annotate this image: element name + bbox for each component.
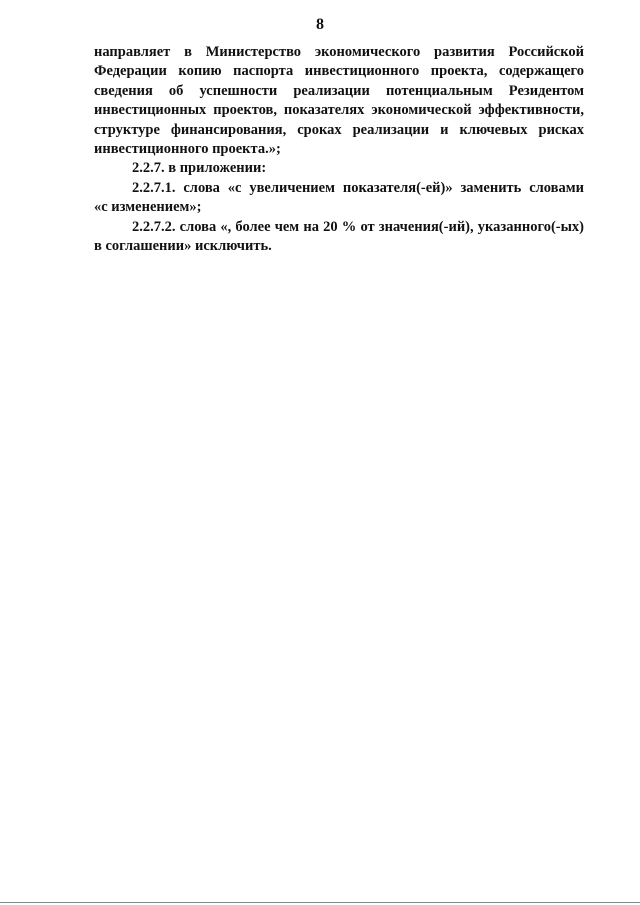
text-line: направляет в Министерство экономического развития Российской	[94, 44, 584, 60]
text-line: «с изменением»;	[94, 199, 202, 216]
text-line: 2.2.7.2. слова «, более чем на 20 % от значения(-ий), указанного(-ых)	[132, 218, 584, 235]
text-line: инвестиционных проектов, показателях экономической эффективности,	[94, 102, 584, 119]
document-body	[94, 43, 584, 256]
text-line: сведения об успешности реализации потенциальным Резидентом	[94, 82, 584, 99]
paragraph-2-2-7-2	[94, 218, 584, 257]
text-line: 2.2.7. в приложении:	[132, 160, 267, 177]
page-number: 8	[316, 16, 324, 33]
text-line: в соглашении» исключить.	[94, 238, 272, 255]
page-bottom-edge	[0, 902, 640, 903]
paragraph-2-2-7-1	[94, 179, 584, 218]
text-line: Федерации копию паспорта инвестиционного проекта, содержащего	[94, 63, 584, 80]
text-line: инвестиционного проекта.»;	[94, 141, 281, 158]
paragraph-2-2-7	[94, 159, 584, 178]
text-line: 2.2.7.1. слова «с увеличением показателя(-ей)» заменить словами	[132, 179, 584, 196]
paragraph-continuation	[94, 43, 584, 159]
text-line: структуре финансирования, сроках реализации и ключевых рисках	[94, 121, 584, 138]
